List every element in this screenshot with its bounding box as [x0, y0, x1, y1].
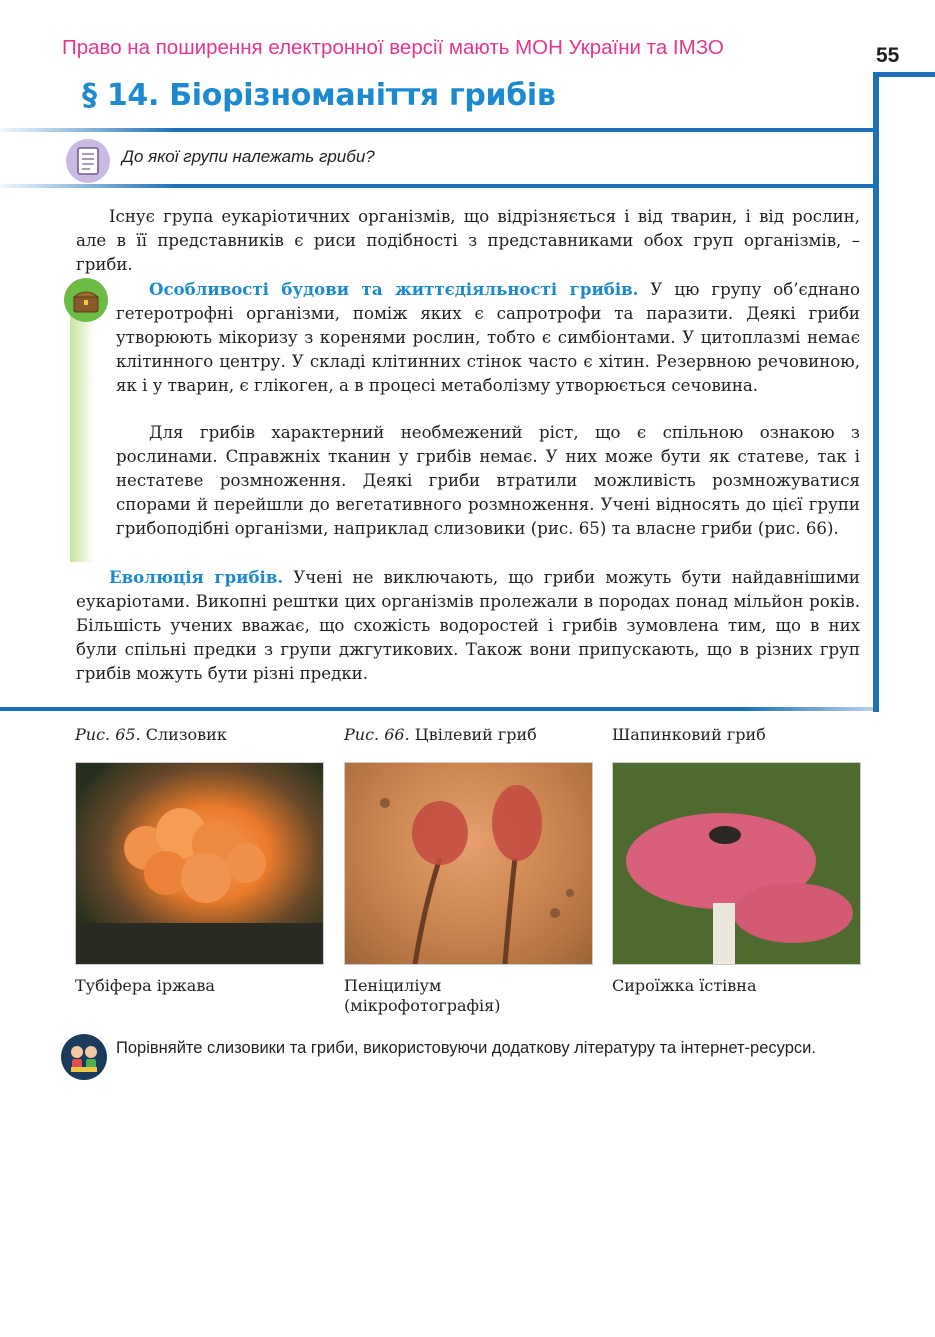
penicillium-photo — [344, 762, 593, 965]
evolution-paragraph — [76, 565, 860, 686]
task-text: Порівняйте слизовики та гриби, використовуючи додаткову літературу та інтернет-ресурси. — [116, 1039, 816, 1057]
growth-paragraph: Для грибів характерний необмежений ріст, що є спільною ознакою з рослинами. Справжніх тканин у грибів немає. У них може бути як статеве, так і нестатеве розмноження. Деякі гриби втратили можливість розмножуватися спорами й перейшли до вегетативного розмноження. Учені відносять до цієї групи грибоподібні організми, наприклад слизовики (рис. 65) та власне гриби (рис. 66). — [116, 423, 860, 538]
title-divider — [0, 128, 876, 132]
section-title: § 14. Біорізноманіття грибів — [82, 78, 556, 113]
figure-65-subcaption: Тубіфера іржава — [75, 976, 215, 995]
features-paragraph — [116, 277, 860, 398]
features-heading: Особливості будови та життєдіяльності грибів. — [149, 279, 639, 299]
lead-question: До якої групи належать гриби? — [122, 147, 375, 166]
question-divider — [0, 184, 876, 188]
slime-mold-photo — [75, 762, 324, 965]
evolution-heading: Еволюція грибів. — [109, 567, 284, 587]
notebook-icon — [66, 139, 110, 183]
margin-rule — [873, 72, 879, 712]
page-corner-rule — [873, 72, 935, 77]
mushroom-subcaption: Сироїжка їстівна — [612, 976, 757, 995]
rights-notice: Право на поширення електронної версії мають МОН України та ІМЗО — [62, 36, 724, 59]
mushroom-caption: Шапинковий гриб — [612, 725, 766, 744]
students-icon — [61, 1034, 107, 1080]
evolution-text: Учені не виключають, що гриби можуть бути найдавнішими еукаріотами. Викопні рештки цих організмів пролежали в породах понад мільйон років. Більшість учених вважає, що схожість водоростей і грибів зумовлена тим, що в них були спільні предки з групи джгутикових. Також вони припускають, що в різних груп грибів можуть бути різні предки. — [76, 568, 860, 683]
intro-paragraph: Існує група еукаріотичних організмів, що відрізняється і від тварин, і від рослин, але в її представників є риси подібності з представниками обох груп організмів, – гриби. — [76, 207, 860, 274]
figure-65-label: Рис. 65. — [75, 725, 141, 744]
russula-photo — [612, 762, 861, 965]
page-number: 55 — [876, 44, 900, 67]
features-text: У цю групу об’єднано гетеротрофні організми, поміж яких є сапротрофи та паразити. Деякі гриби утворюють мікоризу з коренями рослин, тобто є симбіонтами. У цитоплазмі немає клітинного центру. У складі клітинних стінок часто є хітин. Резервною речовиною, як і у тварин, є глікоген, а в процесі метаболізму утворюється сечовина. — [116, 280, 860, 395]
figure-66-subcaption: Пеніциліум (мікрофотографія) — [344, 976, 501, 1015]
figure-66-label: Рис. 66. — [344, 725, 410, 744]
figure-66-title: Цвілевий гриб — [409, 725, 537, 744]
figure-66-caption — [344, 725, 537, 744]
figure-65-title: Слизовик — [140, 725, 227, 744]
text-end-divider — [0, 707, 876, 711]
treasure-chest-icon — [64, 278, 108, 322]
figure-65-caption — [75, 725, 227, 744]
key-content-marker — [70, 290, 94, 562]
